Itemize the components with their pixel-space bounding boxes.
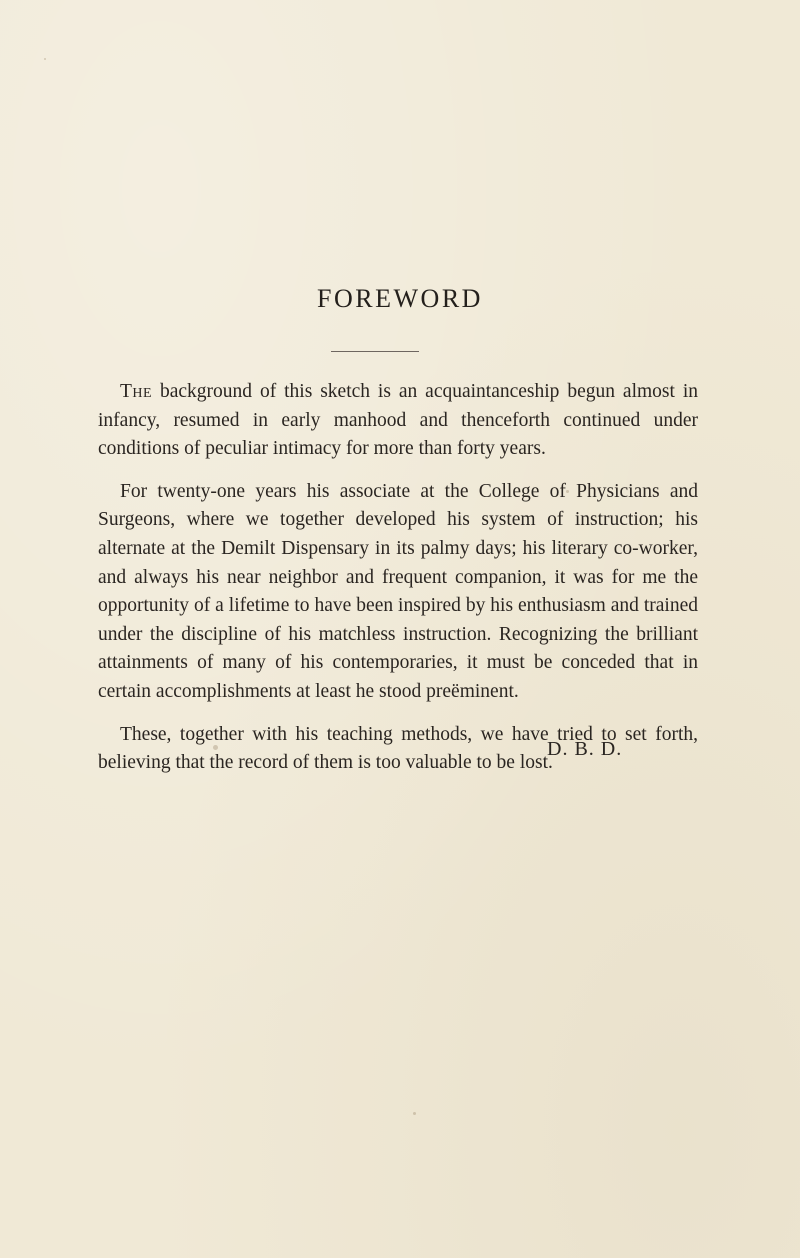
foreword-body <box>98 378 698 792</box>
page-title: FOREWORD <box>317 284 483 313</box>
paper-speck <box>44 58 46 60</box>
paragraph-1-text: background of this sketch is an acquaintanceship begun almost in infancy, resumed in early manhood and thenceforth continued under conditions of peculiar intimacy for more than forty years. <box>98 381 698 460</box>
author-initials: D. B. D. <box>547 738 623 760</box>
paragraph-3: These, together with his teaching methods, we have tried to set forth, believing that the record of them is too valuable to be lost. <box>98 723 698 774</box>
paragraph-1-lead-word: The <box>120 381 153 402</box>
paper-speck <box>413 1112 416 1115</box>
paper-speck <box>213 745 218 750</box>
paper-speck <box>566 490 569 493</box>
title-divider <box>331 351 419 352</box>
paragraph-1 <box>98 378 698 464</box>
paragraph-2: For twenty-one years his associate at the College of Physicians and Surgeons, where we together developed his system of instruction; his alternate at the Demilt Dispensary in its palmy days; his literary co-worker, and always his near neighbor and frequent companion, it was for me the opportunity of a lifetime to have been inspired by his enthusiasm and trained under the discipline of his matchless instruction. Recognizing the brilliant attainments of many of his contemporaries, it must be conceded that in certain accomplishments at least he stood preëminent. <box>98 480 698 702</box>
